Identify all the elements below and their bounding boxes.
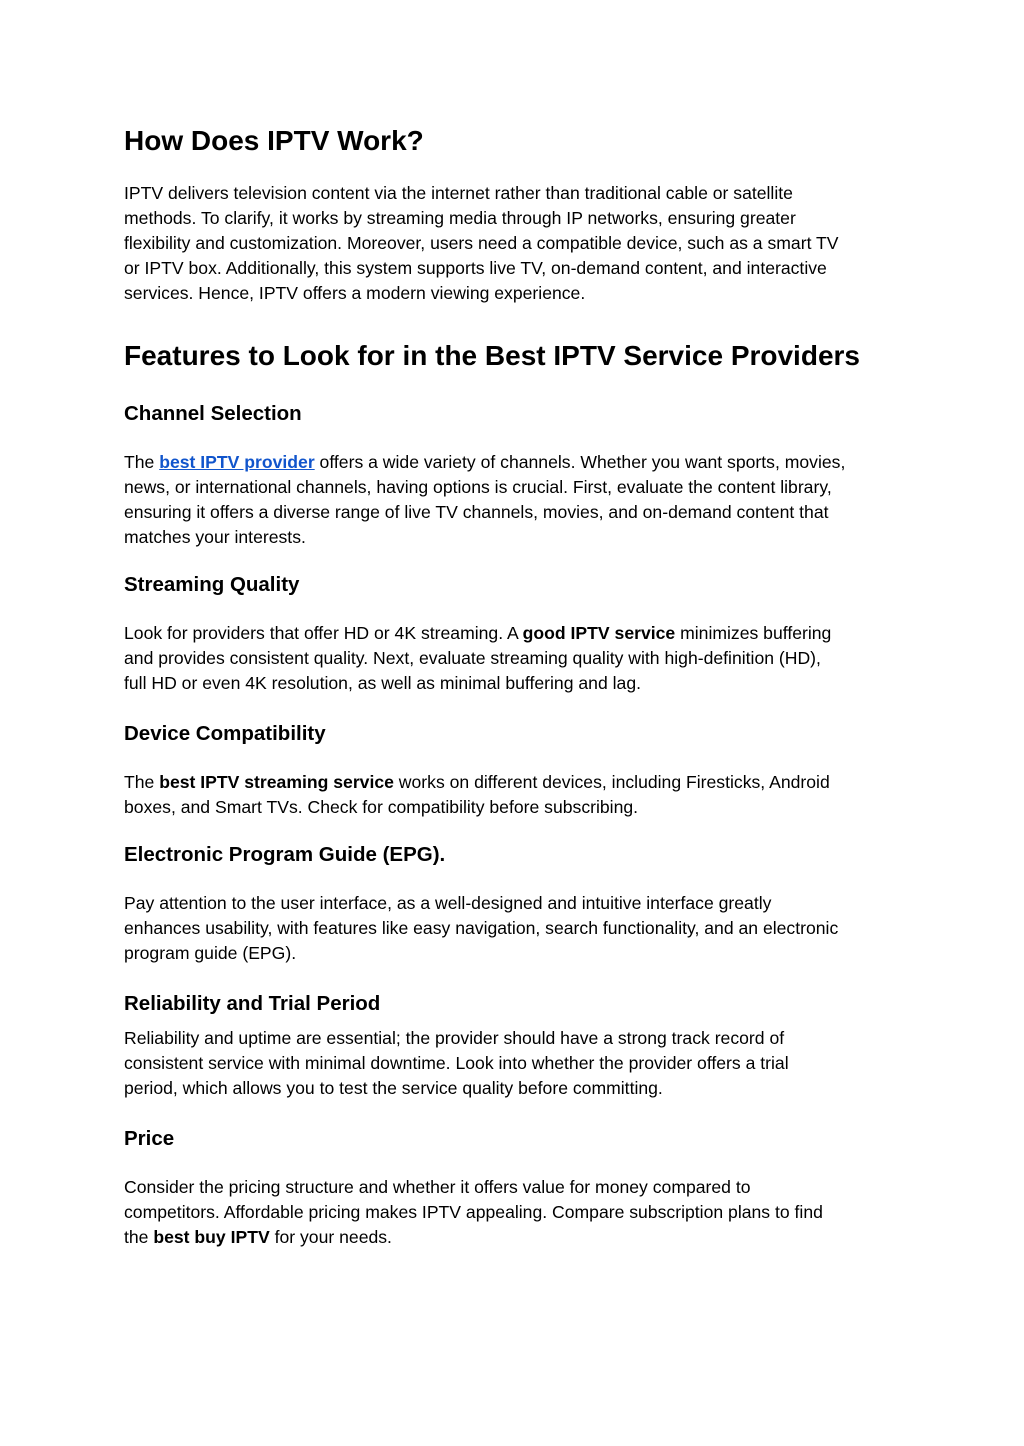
bold-text: best buy IPTV [153,1227,270,1247]
text-run: for your needs. [269,1227,392,1247]
paragraph-line: flexibility and customization. Moreover, users need a compatible device, such as a smart TV [124,233,839,253]
paragraph-line: enhances usability, with features like easy navigation, search functionality, and an electronic [124,918,839,938]
paragraph-line: Reliability and uptime are essential; the provider should have a strong track record of [124,1028,785,1048]
paragraph-epg [124,891,838,966]
text-run: The [124,772,160,792]
paragraph-channel-selection [124,450,845,550]
text-run: The [124,452,160,472]
paragraph-line: boxes, and Smart TVs. Check for compatibility before subscribing. [124,797,639,817]
paragraph-price [124,1175,823,1250]
text-run: Look for providers that offer HD or 4K streaming. A [124,623,523,643]
paragraph-line: methods. To clarify, it works by streaming media through IP networks, ensuring greater [124,208,796,228]
paragraph-line: program guide (EPG). [124,943,297,963]
paragraph-line: period, which allows you to test the service quality before committing. [124,1078,663,1098]
paragraph-line [124,770,830,795]
heading-epg: Electronic Program Guide (EPG). [124,843,446,866]
paragraph-line: full HD or even 4K resolution, as well as minimal buffering and lag. [124,673,641,693]
paragraph-line: Pay attention to the user interface, as a well-designed and intuitive interface greatly [124,893,772,913]
best-iptv-provider-link[interactable]: best IPTV provider [159,452,315,472]
bold-text: good IPTV service [522,623,676,643]
paragraph-reliability [124,1026,789,1101]
heading-device-compatibility: Device Compatibility [124,722,326,745]
paragraph-streaming-quality [124,621,831,696]
paragraph-device-compatibility [124,770,830,820]
paragraph-line: news, or international channels, having options is crucial. First, evaluate the content library, [124,477,832,497]
paragraph-line: Consider the pricing structure and whether it offers value for money compared to [124,1177,751,1197]
paragraph-line: matches your interests. [124,527,306,547]
paragraph-line: or IPTV box. Additionally, this system supports live TV, on-demand content, and interactive [124,258,827,278]
text-run: minimizes buffering [675,623,832,643]
paragraph-line: competitors. Affordable pricing makes IPTV appealing. Compare subscription plans to find [124,1202,823,1222]
paragraph-line: services. Hence, IPTV offers a modern viewing experience. [124,283,586,303]
paragraph-line: consistent service with minimal downtime. Look into whether the provider offers a trial [124,1053,789,1073]
paragraph-line [124,1225,823,1250]
paragraph-how-iptv-works [124,181,839,306]
text-run: the [124,1227,154,1247]
heading-price: Price [124,1127,175,1150]
paragraph-line: and provides consistent quality. Next, evaluate streaming quality with high-definition (HD), [124,648,821,668]
heading-features: Features to Look for in the Best IPTV Service Providers [124,340,860,371]
paragraph-line: IPTV delivers television content via the internet rather than traditional cable or satellite [124,183,793,203]
text-run: works on different devices, including Firesticks, Android [393,772,830,792]
paragraph-line [124,450,845,475]
heading-reliability: Reliability and Trial Period [124,992,381,1015]
heading-channel-selection: Channel Selection [124,402,302,425]
paragraph-line [124,621,831,646]
bold-text: best IPTV streaming service [159,772,394,792]
paragraph-line: ensuring it offers a diverse range of live TV channels, movies, and on-demand content that [124,502,829,522]
heading-how-does-iptv-work: How Does IPTV Work? [124,125,424,156]
text-run: offers a wide variety of channels. Whether you want sports, movies, [314,452,846,472]
heading-streaming-quality: Streaming Quality [124,573,300,596]
